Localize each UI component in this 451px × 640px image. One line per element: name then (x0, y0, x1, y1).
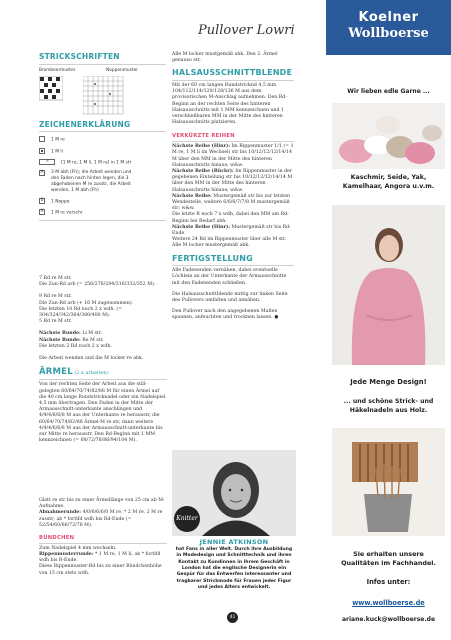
ad-logo (326, 0, 451, 55)
text-line: Die Zun-Rd arb (+ 16 M zugenommen). (39, 300, 134, 306)
sign-text: [1 M re, 1 M li, 1 M re] in 1 M str (61, 160, 132, 166)
text-line: 5 Rd re M str. (39, 319, 72, 325)
fertig-text-2: Die Halsausschnittblende mittig zur linken Seite des Pullovers umfalten und annähen. (172, 291, 288, 304)
ad-quality: Sie erhalten unsere Qualitäten im Fachhandel. (341, 550, 436, 567)
sign-item (39, 198, 166, 205)
text-line: Die letzten 2 Rd noch 2 x wdh. (39, 343, 112, 349)
text-line: Die letzten 10 Rd noch 2 x wdh. (= 304/324/342/364/380/400 M). (39, 306, 123, 319)
knitter-badge (174, 506, 200, 532)
divider (39, 543, 167, 544)
ad-yarns: Kaschmir, Seide, Yak, Kamelhaar, Angora u.v.m. (342, 174, 435, 190)
ad-url[interactable] (326, 599, 451, 608)
square-icon (39, 136, 45, 142)
website-link[interactable]: www.wollboerse.de (352, 599, 425, 607)
aermel-heading: ÄRMEL (39, 367, 73, 378)
hinreihe-2 (172, 225, 294, 237)
triple-icon: ⩘ (39, 159, 55, 165)
label: Nächste Runde: (39, 337, 81, 343)
text-line: Die Arbeit wenden und die M locker re abk. (39, 356, 144, 362)
text-line: 7 Rd re M str. (39, 276, 72, 281)
value: * 1 M re, 1 M li; ab * fortlfd wdh bis R-Ende. (39, 552, 161, 564)
label: Nächste Reihe: (172, 193, 212, 199)
label: Nächste Reihe (Hinr): (172, 144, 230, 150)
needles-illustration (332, 428, 445, 536)
sign-text: 1 M re verschr (51, 210, 83, 216)
divider (39, 220, 166, 221)
yarn-illustration (332, 103, 445, 169)
divider (172, 80, 294, 81)
sign-item (39, 209, 166, 216)
divider (172, 265, 294, 266)
text-line: Glatt re str bis zu einer Ärmellänge von 25 cm ab M-Aufnahme. (39, 498, 165, 510)
page-number-text: 41 (229, 615, 236, 620)
ad-design: Jede Menge Design! (350, 378, 427, 386)
value: Im Rippenmuster in der gegebenen Einteilung str bis 10/12/12/12/14/14 M über den MM in der Mitte des hinteren Halsausschnitts hinaus; w&w. (172, 169, 293, 193)
aermel-note: (2 x arbeiten) (74, 370, 109, 377)
text-line: Zum Nadelspiel 4 mm wechseln. (39, 545, 117, 551)
ad-email[interactable]: ariane.kuck@wollboerse.de (341, 616, 436, 623)
left-text-bottom (39, 498, 167, 577)
sign-item (39, 159, 166, 166)
chart-label-brombeer: Brombeermuster (39, 67, 76, 73)
divider (39, 131, 166, 132)
naechste-reihe (172, 194, 294, 213)
divider (39, 64, 166, 65)
designer-name: JENNIE ATKINSON (199, 538, 269, 546)
label: Nächste Reihe (Hinr): (172, 224, 230, 230)
ad-tagline: Wir lieben edle Garne ... (347, 88, 430, 95)
aermel-heading-row (39, 367, 167, 378)
text-line: Alle M locker mustergemäß abk. (172, 243, 250, 249)
value: Im Rippenmuster 1/1 (= 1 M re, 1 M li im Wechsel) str bis 10/12/12/12/14/14 M über den MM in der Mitte des hinteren Halsausschnitts hinaus; w&w. (172, 144, 294, 168)
left-text (39, 276, 167, 444)
brombeer-chart (39, 76, 63, 102)
value: Li M str. (80, 331, 103, 337)
chart-label-noppen: Noppenmuster (106, 67, 138, 73)
buendchen-heading: BÜNDCHEN (39, 535, 75, 542)
left-column (39, 52, 166, 221)
needles-photo (332, 428, 445, 536)
bobble-icon: 0 (40, 197, 44, 203)
charts-heading: STRICKSCHRIFTEN (39, 52, 120, 61)
verkuerzte-heading: VERKÜRZTE REIHEN (172, 133, 235, 140)
stitch-charts (39, 76, 166, 116)
value: Mustergemäß str bis Rd-Ende. (172, 224, 291, 237)
badge-text: Knitter (176, 515, 198, 522)
middle-column (172, 52, 294, 322)
divider (172, 141, 294, 142)
designer-photo (172, 450, 296, 536)
text-line: Weitere 24 Rd im Rippenmuster über alle M str. (172, 237, 287, 243)
yarn-photo (332, 103, 445, 169)
divider (39, 379, 167, 380)
dot-icon (39, 148, 45, 154)
fertig-text: Alle Fadenenden vernähen, dabei eventuelle Löchlein an der Unterkante der Armausschnitte mit den Fadenenden schließen. (172, 268, 287, 286)
ad-info: Infos unter: (366, 578, 411, 586)
value: Mustergemäß str bis zur letzten Wendestelle, weitere 6/6/6/7/7/8 M mustergemäß str; w&w. (172, 193, 290, 212)
fertig-text-3-row (172, 309, 294, 321)
sign-text: 3 M abh (Fh); die Arbeit wenden und den Faden nach hinten legen, die 3 abgehobenen M re zusstr, die Arbeit wenden, 1 M abh (Fh) (51, 170, 132, 193)
page-number (227, 612, 238, 623)
hals-text: Mit der 60 cm langen Rundstricknd 4,5 mm 104/112/114/120/128/136 M aus dem provisorischen M-Anschlag aufnehmen. Den Rd-Beginn an der rechten Seite des hinteren Halsausschnitts mit 1 MM kennzeichnen und 1 verschließbaren MM in der Mitte des hinteren Halsausschnitts platzieren. (172, 82, 287, 126)
rueckreihe (172, 169, 294, 194)
fertig-text-3: Den Pullover nach den angegebenen Maßen spannen, anfeuchten und trocknen lassen. (172, 309, 278, 321)
designer-bio: hat Fans in aller Welt. Durch ihre Ausbildung in Modedesign und Schnitttechnik und ihren Kontakt zu Kundinnen in ihrem Geschäft in London hat die englische Designerin ein Gespür für das Entwerfen interessanter und tragbarer Strickmode für Frauen jeder Figur und jedes Alters entwickelt. (175, 547, 293, 590)
sign-list (39, 136, 166, 216)
sign-heading: ZEICHENERKLÄRUNG (39, 119, 131, 129)
noppen-chart (83, 76, 125, 116)
chart-labels (39, 68, 166, 74)
fertig-heading: FERTIGSTELLUNG (172, 253, 253, 263)
sign-item (39, 170, 166, 193)
ad-panel (326, 0, 451, 640)
text-line: Die letzte R noch 7 x wdh, dabei den MM am Rd-Beginn bei Bedarf abh. (172, 212, 289, 224)
sign-text: 1 M re (51, 137, 65, 143)
sign-text: 1 Noppe (51, 199, 70, 205)
aermel-text: Von der rechten Seite der Arbeit aus die still-gelegten 60/64/70/74/82/88 M für einen Ärmel auf die 40 cm lange Rundstricknadel oder ein Nadelspiel 4,5 mm übertragen. Den Faden in der Mitte der Armausschnitt-unterkante anschlingen und 4/4/4/6/6/8 M aus der Unterkante re herausstr, die 60/64/70/74/82/88 Ärmel-M re str, dann weitere 4/4/4/6/6/8 M aus der Armausschnitt-unterkante bis zur Mitte re herausstr. Den Rd-Beginn mit 1 MM kennzeichnen (= 68/72/78/86/94/104 M). (39, 382, 166, 444)
sign-item (39, 136, 166, 143)
twisted-stitch-icon: X (40, 208, 44, 214)
value: 4/0/6/6/6/0 M re, * 2 M re, 2 M re zusstr; ab * fortlfd wdh bis Rd-Ende (= 52/54/60/66/72/78 M). (39, 510, 163, 528)
model-illustration (332, 205, 445, 365)
model-photo (332, 205, 445, 365)
end-mark-icon: ● (274, 315, 279, 321)
label: Abnahmerunde: (39, 510, 81, 516)
label: Nächste Runde: (39, 331, 81, 337)
rippenmusterrunde (39, 552, 167, 564)
abnahmerunde (39, 510, 167, 529)
sign-item (39, 148, 166, 155)
text-line: 9 Rd re M str. (39, 294, 72, 300)
label: Nächste Reihe (Rückr): (172, 169, 234, 175)
page-title: Pullover Lowri (198, 23, 295, 38)
value: Re M str. (80, 337, 104, 343)
intro-text: Alle M locker mustgemäß abk. Den 2. Ärmel genauso str. (172, 52, 278, 64)
sign-text: 1 M li (51, 149, 63, 155)
text-line: Diese Rippenmuster-Rd bis zu einer Bündchenhöhe von 15 cm stets wdh. (39, 564, 162, 576)
text-line: Die Zun-Rd arb (= 256/276/294/316/332/352 M). (39, 282, 156, 288)
logo-line-1: Koelner (358, 10, 419, 25)
a-icon: A (40, 170, 44, 176)
ad-needles: ... und schöne Strick- und Häkelnadeln aus Holz. (343, 398, 434, 414)
label: Rippenmusterrunde: (39, 552, 94, 558)
hinreihe (172, 144, 294, 169)
hals-heading: HALSAUSSCHNITTBLENDE (172, 68, 293, 78)
logo-line-2: Wollboerse (348, 26, 429, 42)
